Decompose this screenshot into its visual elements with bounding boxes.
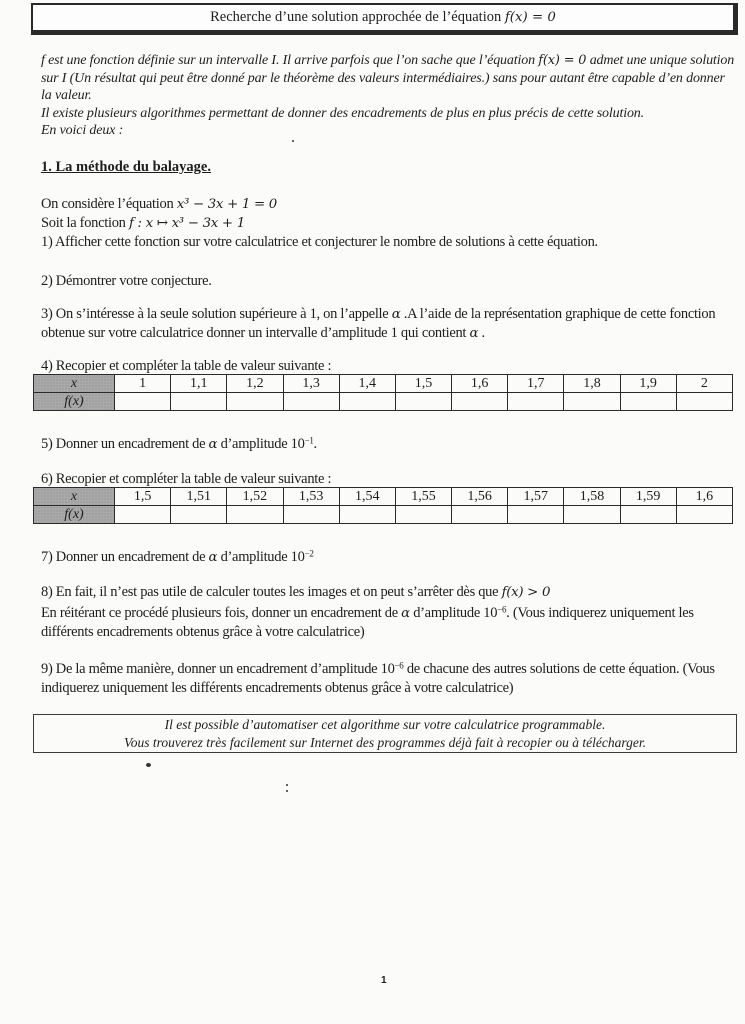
table-cell-fx: [171, 506, 227, 524]
question-1: 1) Afficher cette fonction sur votre calculatrice et conjecturer le nombre de solutions à cette équation.: [41, 234, 598, 250]
document-title: Recherche d’une solution approchée de l’équation: [210, 9, 505, 25]
table-cell-fx: [676, 506, 732, 524]
alpha-symbol: α: [208, 437, 218, 452]
table-cell-fx: [339, 393, 395, 411]
table-cell-x: 1,51: [171, 488, 227, 506]
table-cell-x: 1: [115, 375, 171, 393]
page-number: 1: [381, 975, 387, 986]
table-cell-x: 1,1: [171, 375, 227, 393]
intro-text: f est une fonction définie sur un intervalle I. Il arrive parfois que l’on sache que l’équation: [41, 53, 539, 68]
table-row-x: [34, 488, 733, 506]
table-cell-x: 1,59: [620, 488, 676, 506]
table-cell-x: 1,8: [564, 375, 620, 393]
table-cell-x: 1,5: [395, 375, 451, 393]
question-3-text: 3) On s’intéresse à la seule solution supérieure à 1, on l’appelle: [41, 306, 392, 322]
question-9-text: 9) De la même manière, donner un encadrement d’amplitude 10: [41, 661, 395, 677]
exponent: −2: [304, 548, 314, 559]
scan-mark: [292, 140, 294, 142]
table-cell-fx: [115, 506, 171, 524]
question-8-end: . (Vous indiquerez uniquement les différents encadrements obtenus grâce à votre calculatrice): [41, 605, 694, 640]
table-cell-fx: [395, 506, 451, 524]
alpha-symbol: α: [208, 550, 218, 565]
value-table-1: [33, 374, 733, 411]
table-cell-fx: [283, 393, 339, 411]
table-cell-fx: [564, 393, 620, 411]
exponent: −1: [304, 435, 314, 446]
question-5-text: 5) Donner un encadrement de: [41, 436, 209, 452]
question-8-amplitude: d’amplitude 10: [409, 605, 498, 621]
question-5-text-continued: d’amplitude 10: [217, 436, 305, 452]
question-3: [41, 305, 731, 343]
alpha-symbol: α: [391, 307, 401, 322]
question-8: [41, 583, 731, 642]
question-3-end: .: [478, 325, 485, 341]
question-7-text-continued: d’amplitude 10: [217, 549, 305, 565]
intro-line-1: [41, 52, 736, 105]
alpha-symbol: α: [469, 326, 479, 341]
row-header-fx: f(x): [34, 393, 115, 411]
scan-mark: [286, 790, 288, 792]
table-cell-fx: [227, 506, 283, 524]
table-cell-x: 1,6: [452, 375, 508, 393]
table-cell-fx: [676, 393, 732, 411]
table-cell-fx: [283, 506, 339, 524]
question-4: 4) Recopier et compléter la table de valeur suivante :: [41, 358, 332, 374]
value-table-2: [33, 487, 733, 524]
table-cell-fx: [227, 393, 283, 411]
table-cell-x: 1,7: [508, 375, 564, 393]
question-7-text: 7) Donner un encadrement de: [41, 549, 209, 565]
table-cell-x: 1,6: [676, 488, 732, 506]
title-equation: f(x) = 0: [504, 10, 556, 25]
table-cell-fx: [508, 393, 564, 411]
table-cell-x: 1,52: [227, 488, 283, 506]
table-cell-fx: [452, 393, 508, 411]
question-5: [41, 435, 731, 454]
question-9-text-continued: de chacune des autres solutions de cette équation. (Vous indiquerez uniquement les différents encadrements obtenus grâce à votre calculatrice): [41, 661, 715, 696]
table-row-fx: [34, 393, 733, 411]
table-cell-x: 1,5: [115, 488, 171, 506]
table-cell-x: 1,4: [339, 375, 395, 393]
question-3-text-continued: .A l’aide de la représentation graphique de cette fonction obtenue sur votre calculatrice donner un intervalle d’amplitude 1 qui contient: [41, 306, 716, 341]
table-cell-fx: [339, 506, 395, 524]
note-box: [33, 714, 737, 753]
table-cell-fx: [620, 506, 676, 524]
inequality-math: f(x) > 0: [501, 585, 551, 600]
table-cell-fx: [620, 393, 676, 411]
question-5-end: .: [313, 436, 317, 452]
table-cell-x: 1,53: [283, 488, 339, 506]
question-6: 6) Recopier et compléter la table de valeur suivante :: [41, 471, 332, 487]
intro-line-3: En voici deux :: [41, 123, 124, 138]
scan-mark: [146, 763, 151, 767]
intro-paragraph: [41, 52, 736, 140]
intro-text-continued: admet une unique solution sur I (Un résultat qui peut être donné par le théorème des valeurs intermédiaires.) sans pour autant être capable d’en donner la valeur.: [41, 53, 735, 103]
table-cell-fx: [395, 393, 451, 411]
scan-mark: [286, 784, 288, 786]
table-row-fx: [34, 506, 733, 524]
intro-line-2: Il existe plusieurs algorithmes permettant de donner des encadrements de plus en plus précis de cette solution.: [41, 105, 644, 121]
section-heading: 1. La méthode du balayage.: [41, 159, 211, 175]
note-line-1: Il est possible d’automatiser cet algorithme sur votre calculatrice programmable.: [164, 717, 606, 732]
exponent: −6: [497, 604, 507, 615]
table-row-x: [34, 375, 733, 393]
table-cell-fx: [171, 393, 227, 411]
table-cell-x: 1,56: [452, 488, 508, 506]
question-9: [41, 660, 731, 698]
table-cell-fx: [508, 506, 564, 524]
table-cell-fx: [564, 506, 620, 524]
table-cell-x: 1,58: [564, 488, 620, 506]
table-cell-x: 1,55: [395, 488, 451, 506]
question-8-text: 8) En fait, il n’est pas utile de calculer toutes les images et on peut s’arrêter dès que: [41, 584, 502, 600]
row-header-x: x: [34, 375, 115, 393]
table-cell-x: 2: [676, 375, 732, 393]
note-line-2: Vous trouverez très facilement sur Internet des programmes déjà fait à recopier ou à télécharger.: [123, 735, 647, 750]
document-title-box: [31, 3, 738, 35]
exponent: −6: [394, 660, 404, 671]
equation-math: x³ − 3x + 1 = 0: [176, 197, 277, 212]
table-cell-x: 1,57: [508, 488, 564, 506]
question-2: 2) Démontrer votre conjecture.: [41, 273, 212, 289]
table-cell-x: 1,54: [339, 488, 395, 506]
table-cell-x: 1,2: [227, 375, 283, 393]
equation-statement: [41, 195, 731, 252]
question-8-text-continued: En réitérant ce procédé plusieurs fois, donner un encadrement de: [41, 605, 402, 621]
function-math: f : x ↦ x³ − 3x + 1: [128, 216, 245, 231]
intro-equation: f(x) = 0: [538, 53, 587, 68]
table-cell-fx: [115, 393, 171, 411]
alpha-symbol: α: [401, 606, 410, 621]
row-header-fx: f(x): [34, 506, 115, 524]
table-cell-x: 1,9: [620, 375, 676, 393]
consider-text: On considère l’équation: [41, 196, 177, 212]
table-cell-x: 1,3: [283, 375, 339, 393]
row-header-x: x: [34, 488, 115, 506]
function-text: Soit la fonction: [41, 215, 129, 231]
question-7: [41, 548, 731, 567]
table-cell-fx: [452, 506, 508, 524]
